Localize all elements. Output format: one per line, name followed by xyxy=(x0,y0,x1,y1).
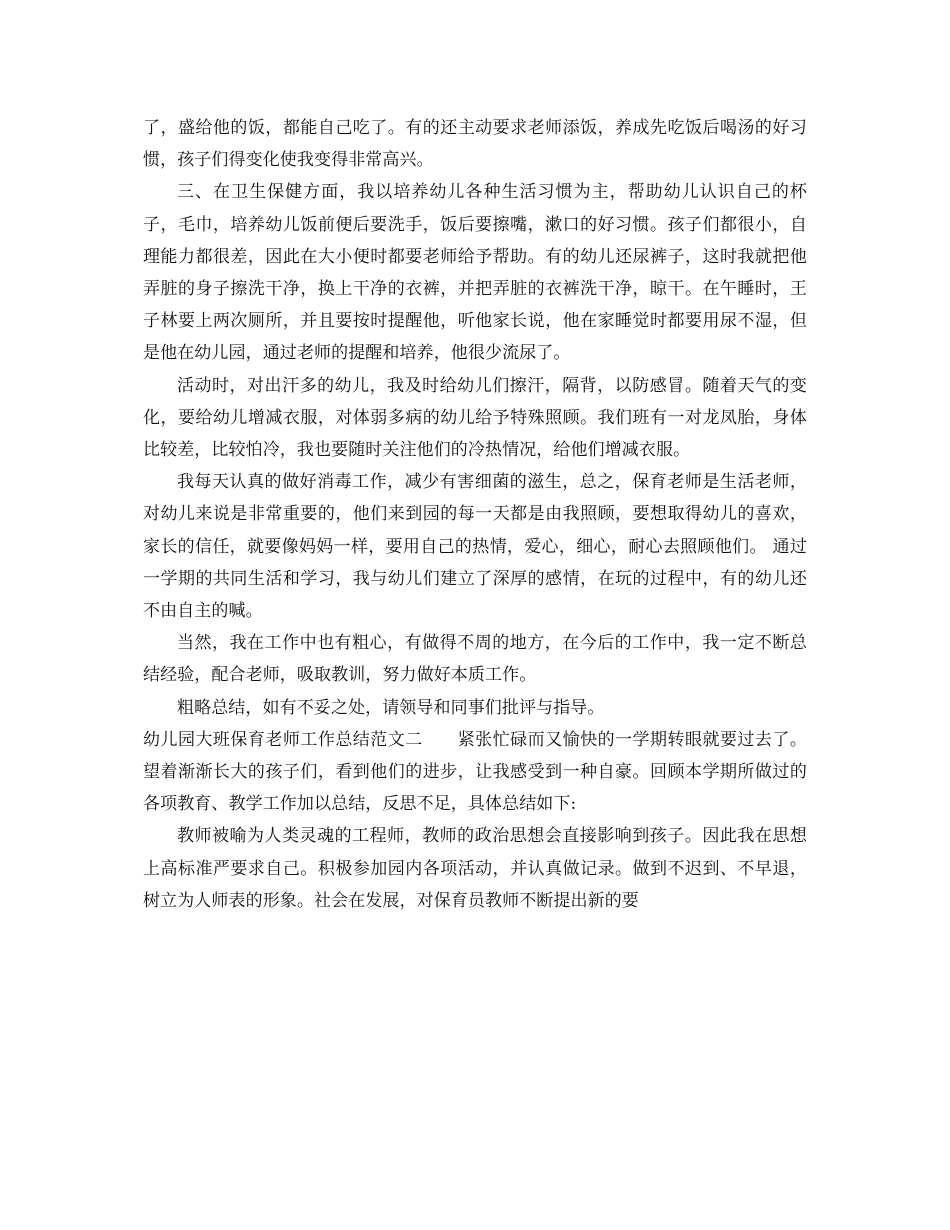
paragraph-teacher-ethics: 教师被喻为人类灵魂的工程师，教师的政治思想会直接影响到孩子。因此我在思想上高标准严要求自己。积极参加园内各项活动，并认真做记录。做到不迟到、不早退，树立为人师表的形象。社会在发展，对保育员教师不断提出新的要 xyxy=(143,826,807,911)
paragraph-disinfection: 我每天认真的做好消毒工作，减少有害细菌的滋生，总之，保育老师是生活老师，对幼儿来说是非常重要的，他们来到园的每一天都是由我照顾，要想取得幼儿的喜欢，家长的信任，就要像妈妈一样，要用自己的热情，爱心，细心，耐心去照顾他们。 通过一学期的共同生活和学习，我与幼儿们建立了深厚的感情，在玩的过程中，有的幼儿还不由自主的喊。 xyxy=(143,472,807,622)
paragraph-continuation: 了，盛给他的饭，都能自己吃了。有的还主动要求老师添饭，养成先吃饭后喝汤的好习惯，孩子们得变化使我变得非常高兴。 xyxy=(143,118,807,171)
paragraph-closing: 粗略总结，如有不妥之处，请领导和同事们批评与指导。 xyxy=(177,697,605,718)
document-body xyxy=(143,112,807,917)
paragraph-shortcomings: 当然，我在工作中也有粗心，有做得不周的地方，在今后的工作中，我一定不断总结经验，配合老师，吸取教训，努力做好本质工作。 xyxy=(143,633,807,686)
paragraph-hygiene-care: 三、在卫生保健方面，我以培养幼儿各种生活习惯为主，帮助幼儿认识自己的杯子，毛巾，培养幼儿饭前便后要洗手，饭后要擦嘴，漱口的好习惯。孩子们都很小，自理能力都很差，因此在大小便时都要老师给予帮助。有的幼儿还尿裤子，这时我就把他弄脏的身子擦洗干净，换上干净的衣裤，并把弄脏的衣裤洗干净，晾干。在午睡时，王子林要上两次厕所，并且要按时提醒他，听他家长说，他在家睡觉时都要用尿不湿，但是他在幼儿园，通过老师的提醒和培养，他很少流尿了。 xyxy=(143,182,807,364)
paragraph-sample-two-intro: 幼儿园大班保育老师工作总结范文二 紧张忙碌而又愉快的一学期转眼就要过去了。望着渐渐长大的孩子们，看到他们的进步，让我感受到一种自豪。回顾本学期所做过的各项教育、教学工作加以总结，反思不足，具体总结如下: xyxy=(143,729,807,815)
paragraph-activity-care: 活动时，对出汗多的幼儿，我及时给幼儿们擦汗，隔背，以防感冒。随着天气的变化，要给幼儿增减衣服，对体弱多病的幼儿给予特殊照顾。我们班有一对龙凤胎，身体比较差，比较怕冷，我也要随时关注他们的冷热情况，给他们增减衣服。 xyxy=(143,375,807,461)
